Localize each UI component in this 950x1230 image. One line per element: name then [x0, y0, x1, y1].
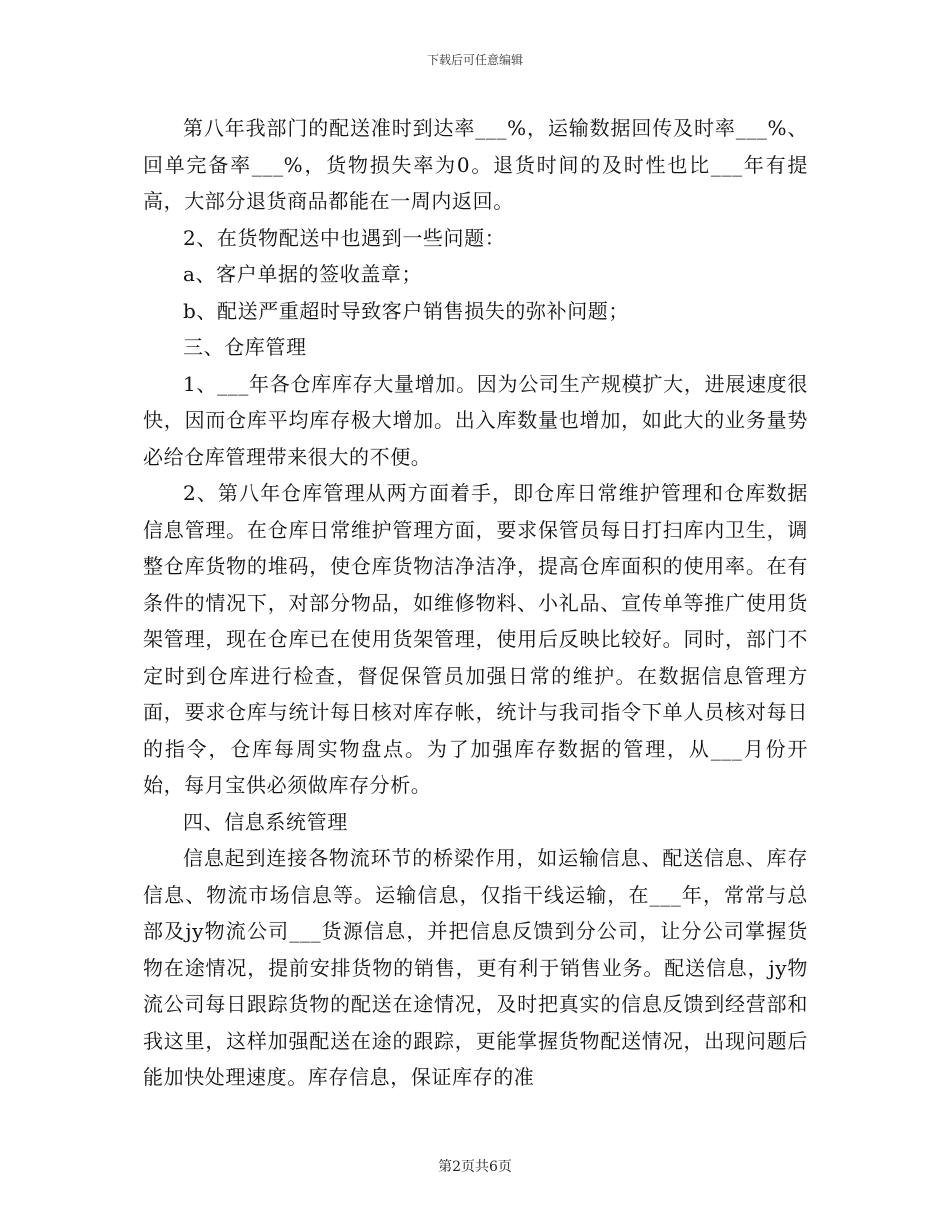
paragraph-info-system: 信息起到连接各物流环节的桥梁作用，如运输信息、配送信息、库存信息、物流市场信息等。运输信息，仅指干线运输，在___年，常常与总部及jy物流公司___货源信息，并把信息反馈到分公司，让分公司掌握货物在途情况，提前安排货物的销售，更有利于销售业务。配送信息，jy物流公司每日跟踪货物的配送在途情况，及时把真实的信息反馈到经营部和我这里，这样加强配送在途的跟踪，更能掌握货物配送情况，出现问题后能加快处理速度。库存信息，保证库存的准	[143, 846, 808, 1089]
list-item-a: a、客户单据的签收盖章；	[183, 262, 423, 286]
page-header: 下载后可任意编辑	[426, 53, 523, 67]
section-heading-warehouse: 三、仓库管理	[183, 335, 307, 359]
section-heading-info-system: 四、信息系统管理	[183, 809, 348, 834]
page-number: 第2页共6页	[438, 1159, 512, 1175]
list-item-b: b、配送严重超时导致客户销售损失的弥补问题；	[183, 298, 630, 323]
paragraph-warehouse-2: 2、第八年仓库管理从两方面着手，即仓库日常维护管理和仓库数据信息管理。在仓库日常维护管理方面，要求保管员每日打扫库内卫生，调整仓库货物的堆码，使仓库货物洁净洁净，提高仓库面积的使用率。在有条件的情况下，对部分物品，如维修物料、小礼品、宣传单等推广使用货架管理，现在仓库已在使用货架管理，使用后反映比较好。同时，部门不定时到仓库进行检查，督促保管员加强日常的维护。在数据信息管理方面，要求仓库与统计每日核对库存帐，统计与我司指令下单人员核对每日的指令，仓库每周实物盘点。为了加强库存数据的管理，从___月份开始，每月宝供必须做库存分析。	[143, 481, 808, 797]
paragraph-delivery-stats: 第八年我部门的配送准时到达率___%，运输数据回传及时率___%、回单完备率___%，货物损失率为0。退货时间的及时性也比___年有提高，大部分退货商品都能在一周内返回。	[143, 116, 808, 213]
paragraph-warehouse-1: 1、___年各仓库库存大量增加。因为公司生产规模扩大，进展速度很快，因而仓库平均库存极大增加。出入库数量也增加，如此大的业务量势必给仓库管理带来很大的不便。	[143, 371, 808, 469]
document-body	[143, 110, 808, 1096]
paragraph-delivery-problems: 2、在货物配送中也遇到一些问题：	[183, 225, 506, 250]
